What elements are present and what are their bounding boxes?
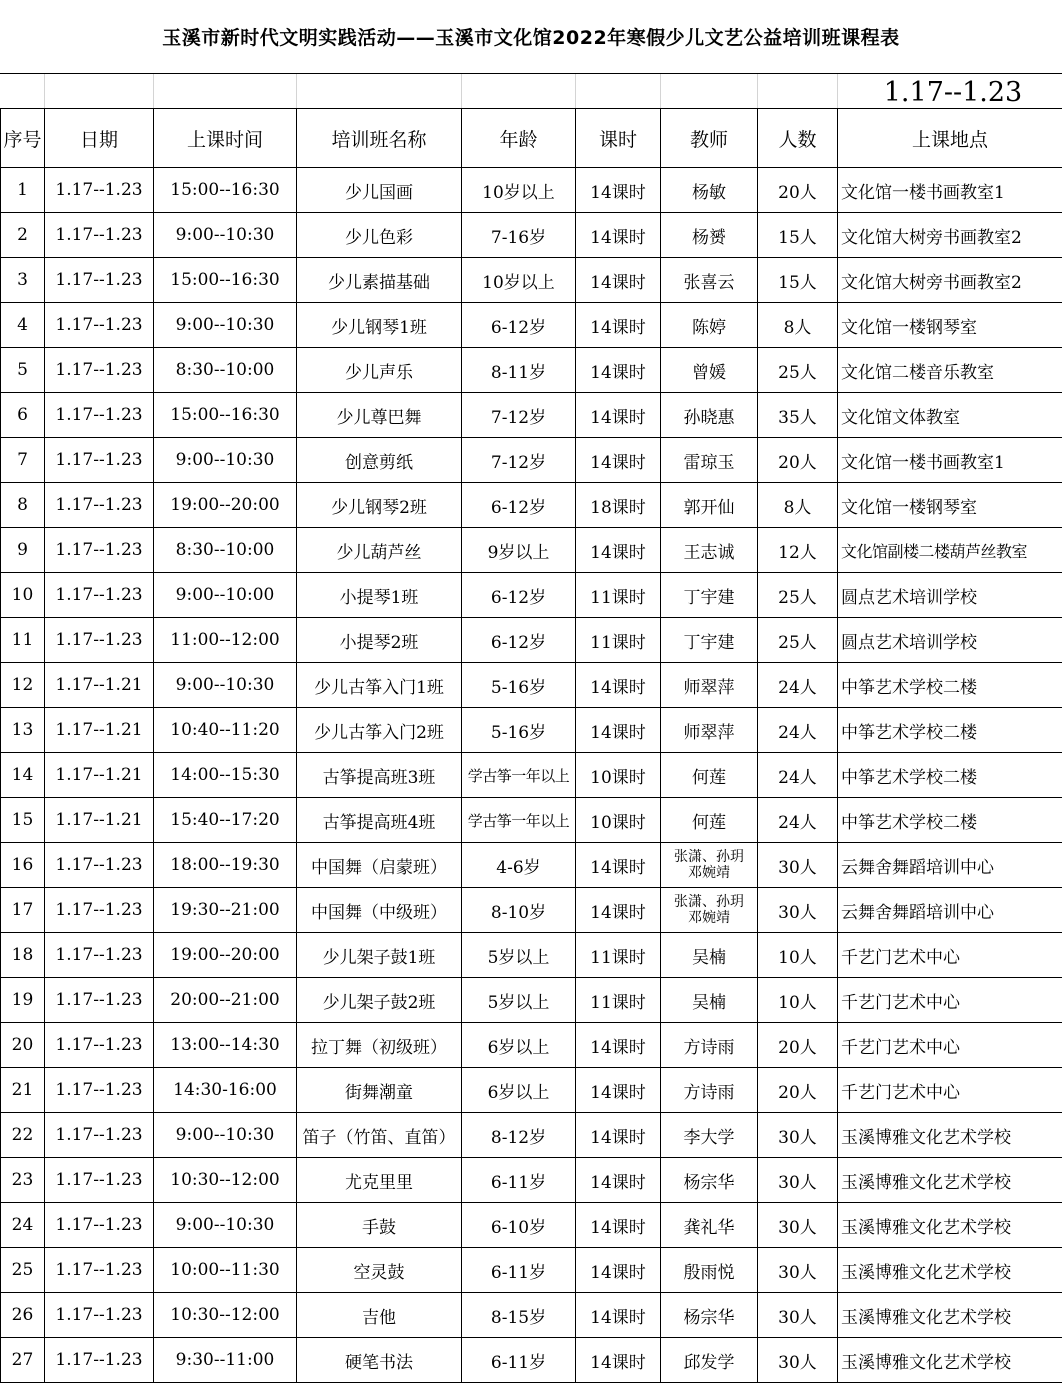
teacher-line: 张潇、孙玥 [661,849,757,865]
cell-hours: 10课时 [576,753,661,798]
cell-teacher: 孙晓惠 [661,393,758,438]
cell-count: 25人 [758,618,838,663]
cell-teacher: 王志诚 [661,528,758,573]
cell-place: 中筝艺术学校二楼 [838,708,1062,753]
cell-hours: 14课时 [576,708,661,753]
cell-hours: 11课时 [576,618,661,663]
cell-teacher: 何莲 [661,798,758,843]
cell-time: 18:00--19:30 [154,843,297,888]
cell-teacher: 何莲 [661,753,758,798]
cell-count: 30人 [758,1158,838,1203]
cell-class: 少儿声乐 [297,348,462,393]
table-row [1,1113,1062,1158]
date-range: 1.17--1.23 [838,74,1062,108]
cell-no: 6 [1,393,45,438]
cell-hours: 14课时 [576,1203,661,1248]
cell-time: 20:00--21:00 [154,978,297,1023]
cell-age: 学古筝一年以上 [462,753,576,798]
cell-hours: 11课时 [576,933,661,978]
cell-age: 7-12岁 [462,393,576,438]
cell-no: 27 [1,1338,45,1383]
cell-no: 2 [1,213,45,258]
cell-class: 少儿钢琴2班 [297,483,462,528]
table-row [1,618,1062,663]
cell-place: 玉溪博雅文化艺术学校 [838,1203,1062,1248]
cell-class: 小提琴1班 [297,573,462,618]
cell-place: 云舞舍舞蹈培训中心 [838,888,1062,933]
cell-no: 5 [1,348,45,393]
cell-date: 1.17--1.23 [45,1203,154,1248]
cell-no: 15 [1,798,45,843]
cell-class: 少儿架子鼓1班 [297,933,462,978]
cell-time: 9:00--10:30 [154,1203,297,1248]
cell-date: 1.17--1.23 [45,483,154,528]
cell-teacher [661,843,758,888]
cell-hours: 14课时 [576,1158,661,1203]
cell-count: 30人 [758,1248,838,1293]
cell-place: 中筝艺术学校二楼 [838,753,1062,798]
cell-hours: 10课时 [576,798,661,843]
cell-class: 尤克里里 [297,1158,462,1203]
cell-no: 22 [1,1113,45,1158]
cell-hours: 14课时 [576,663,661,708]
cell-place: 千艺门艺术中心 [838,933,1062,978]
cell-no: 14 [1,753,45,798]
cell-place: 玉溪博雅文化艺术学校 [838,1158,1062,1203]
cell-hours: 11课时 [576,978,661,1023]
cell-date: 1.17--1.23 [45,978,154,1023]
cell-class: 少儿国画 [297,168,462,213]
cell-no: 23 [1,1158,45,1203]
cell-class: 少儿架子鼓2班 [297,978,462,1023]
cell-place: 文化馆一楼钢琴室 [838,303,1062,348]
cell-count: 20人 [758,438,838,483]
cell-count: 35人 [758,393,838,438]
cell-date: 1.17--1.21 [45,708,154,753]
cell-no: 1 [1,168,45,213]
cell-teacher: 张喜云 [661,258,758,303]
cell-teacher: 李大学 [661,1113,758,1158]
cell-date: 1.17--1.23 [45,933,154,978]
cell-count: 12人 [758,528,838,573]
cell-count: 24人 [758,708,838,753]
cell-count: 30人 [758,1293,838,1338]
cell-teacher: 杨宗华 [661,1293,758,1338]
cell-time: 15:00--16:30 [154,258,297,303]
table-row [1,213,1062,258]
header-date: 日期 [45,109,154,168]
cell-place: 千艺门艺术中心 [838,1068,1062,1113]
cell-count: 25人 [758,573,838,618]
cell-date: 1.17--1.23 [45,1023,154,1068]
cell-place: 玉溪博雅文化艺术学校 [838,1248,1062,1293]
header-teacher: 教师 [661,109,758,168]
cell-time: 15:40--17:20 [154,798,297,843]
header-time: 上课时间 [154,109,297,168]
cell-no: 18 [1,933,45,978]
cell-age: 6-11岁 [462,1158,576,1203]
cell-class: 中国舞（中级班） [297,888,462,933]
cell-age: 10岁以上 [462,258,576,303]
cell-class: 笛子（竹笛、直笛） [297,1113,462,1158]
cell-age: 8-10岁 [462,888,576,933]
cell-date: 1.17--1.23 [45,393,154,438]
table-row [1,573,1062,618]
cell-place: 中筝艺术学校二楼 [838,798,1062,843]
cell-teacher: 殷雨悦 [661,1248,758,1293]
cell-hours: 14课时 [576,258,661,303]
cell-age: 5岁以上 [462,933,576,978]
cell-no: 20 [1,1023,45,1068]
cell-class: 中国舞（启蒙班） [297,843,462,888]
table-row [1,393,1062,438]
cell-class: 空灵鼓 [297,1248,462,1293]
cell-class: 古筝提高班4班 [297,798,462,843]
cell-count: 15人 [758,258,838,303]
cell-teacher: 雷琼玉 [661,438,758,483]
cell-date: 1.17--1.23 [45,888,154,933]
cell-no: 3 [1,258,45,303]
cell-hours: 14课时 [576,393,661,438]
cell-age: 6岁以上 [462,1068,576,1113]
cell-age: 7-16岁 [462,213,576,258]
cell-time: 9:30--11:00 [154,1338,297,1383]
cell-date: 1.17--1.23 [45,843,154,888]
cell-date: 1.17--1.21 [45,663,154,708]
cell-age: 6-12岁 [462,618,576,663]
cell-time: 8:30--10:00 [154,348,297,393]
cell-age: 5-16岁 [462,663,576,708]
cell-time: 9:00--10:30 [154,213,297,258]
cell-time: 13:00--14:30 [154,1023,297,1068]
cell-date: 1.17--1.23 [45,303,154,348]
cell-place: 文化馆大树旁书画教室2 [838,258,1062,303]
cell-class: 少儿素描基础 [297,258,462,303]
cell-age: 6-12岁 [462,573,576,618]
cell-time: 9:00--10:30 [154,438,297,483]
cell-no: 4 [1,303,45,348]
cell-age: 6-12岁 [462,303,576,348]
cell-date: 1.17--1.21 [45,753,154,798]
cell-hours: 14课时 [576,438,661,483]
cell-time: 10:00--11:30 [154,1248,297,1293]
cell-class: 吉他 [297,1293,462,1338]
cell-class: 少儿色彩 [297,213,462,258]
cell-place: 文化馆副楼二楼葫芦丝教室 [838,528,1062,573]
header-hours: 课时 [576,109,661,168]
cell-hours: 14课时 [576,348,661,393]
cell-class: 街舞潮童 [297,1068,462,1113]
cell-hours: 18课时 [576,483,661,528]
cell-time: 11:00--12:00 [154,618,297,663]
cell-place: 文化馆一楼书画教室1 [838,168,1062,213]
cell-date: 1.17--1.23 [45,348,154,393]
cell-teacher: 方诗雨 [661,1023,758,1068]
cell-age: 6-11岁 [462,1248,576,1293]
cell-no: 9 [1,528,45,573]
cell-time: 14:30-16:00 [154,1068,297,1113]
table-row [1,1068,1062,1113]
table-row [1,438,1062,483]
cell-time: 19:30--21:00 [154,888,297,933]
cell-count: 20人 [758,1023,838,1068]
table-row [1,1293,1062,1338]
cell-no: 26 [1,1293,45,1338]
cell-no: 24 [1,1203,45,1248]
cell-hours: 14课时 [576,528,661,573]
cell-date: 1.17--1.23 [45,213,154,258]
table-row [1,753,1062,798]
cell-class: 创意剪纸 [297,438,462,483]
cell-no: 12 [1,663,45,708]
cell-class: 少儿钢琴1班 [297,303,462,348]
cell-time: 15:00--16:30 [154,393,297,438]
cell-class: 少儿葫芦丝 [297,528,462,573]
cell-age: 10岁以上 [462,168,576,213]
cell-date: 1.17--1.23 [45,573,154,618]
cell-age: 5岁以上 [462,978,576,1023]
cell-count: 20人 [758,168,838,213]
cell-hours: 14课时 [576,1023,661,1068]
cell-count: 24人 [758,798,838,843]
cell-no: 13 [1,708,45,753]
table-header-row [1,109,1062,168]
cell-hours: 14课时 [576,1248,661,1293]
cell-teacher: 吴楠 [661,978,758,1023]
cell-age: 学古筝一年以上 [462,798,576,843]
cell-count: 30人 [758,1338,838,1383]
page-title: 玉溪市新时代文明实践活动——玉溪市文化馆2022年寒假少儿文艺公益培训班课程表 [0,0,1062,74]
cell-date: 1.17--1.23 [45,1338,154,1383]
cell-class: 硬笔书法 [297,1338,462,1383]
table-row [1,1338,1062,1383]
cell-time: 10:30--12:00 [154,1158,297,1203]
cell-hours: 14课时 [576,303,661,348]
cell-time: 15:00--16:30 [154,168,297,213]
cell-class: 拉丁舞（初级班） [297,1023,462,1068]
cell-teacher: 杨宗华 [661,1158,758,1203]
table-row [1,978,1062,1023]
table-row [1,483,1062,528]
cell-place: 圆点艺术培训学校 [838,618,1062,663]
table-row [1,258,1062,303]
cell-place: 云舞舍舞蹈培训中心 [838,843,1062,888]
cell-hours: 14课时 [576,1113,661,1158]
table-row [1,1248,1062,1293]
cell-age: 4-6岁 [462,843,576,888]
cell-teacher [661,888,758,933]
cell-place: 中筝艺术学校二楼 [838,663,1062,708]
cell-count: 20人 [758,1068,838,1113]
cell-time: 10:30--12:00 [154,1293,297,1338]
cell-time: 8:30--10:00 [154,528,297,573]
cell-class: 小提琴2班 [297,618,462,663]
table-row [1,1203,1062,1248]
cell-no: 17 [1,888,45,933]
cell-teacher: 吴楠 [661,933,758,978]
schedule-table [0,108,1062,1383]
table-row [1,1158,1062,1203]
teacher-line: 邓婉靖 [661,910,757,926]
cell-time: 9:00--10:30 [154,1113,297,1158]
cell-date: 1.17--1.23 [45,1293,154,1338]
cell-place: 玉溪博雅文化艺术学校 [838,1293,1062,1338]
cell-date: 1.17--1.23 [45,438,154,483]
cell-date: 1.17--1.23 [45,528,154,573]
cell-teacher: 丁宇建 [661,573,758,618]
table-row [1,933,1062,978]
table-row [1,348,1062,393]
cell-teacher: 杨敏 [661,168,758,213]
cell-count: 30人 [758,1113,838,1158]
cell-no: 25 [1,1248,45,1293]
cell-hours: 14课时 [576,1338,661,1383]
teacher-line: 邓婉靖 [661,865,757,881]
cell-teacher: 丁宇建 [661,618,758,663]
cell-place: 文化馆一楼书画教室1 [838,438,1062,483]
cell-age: 6-11岁 [462,1338,576,1383]
cell-class: 手鼓 [297,1203,462,1248]
cell-age: 9岁以上 [462,528,576,573]
cell-place: 千艺门艺术中心 [838,1023,1062,1068]
cell-count: 8人 [758,303,838,348]
cell-count: 10人 [758,933,838,978]
cell-date: 1.17--1.21 [45,798,154,843]
cell-place: 千艺门艺术中心 [838,978,1062,1023]
cell-age: 8-11岁 [462,348,576,393]
header-count: 人数 [758,109,838,168]
cell-date: 1.17--1.23 [45,258,154,303]
cell-no: 21 [1,1068,45,1113]
cell-no: 10 [1,573,45,618]
table-row [1,888,1062,933]
cell-count: 8人 [758,483,838,528]
cell-age: 6-10岁 [462,1203,576,1248]
table-row [1,528,1062,573]
table-row [1,798,1062,843]
header-place: 上课地点 [838,109,1062,168]
cell-count: 15人 [758,213,838,258]
cell-no: 19 [1,978,45,1023]
cell-no: 16 [1,843,45,888]
cell-date: 1.17--1.23 [45,1113,154,1158]
cell-hours: 14课时 [576,843,661,888]
cell-teacher: 陈婷 [661,303,758,348]
header-class: 培训班名称 [297,109,462,168]
table-row [1,168,1062,213]
cell-place: 圆点艺术培训学校 [838,573,1062,618]
cell-hours: 14课时 [576,1293,661,1338]
cell-age: 8-15岁 [462,1293,576,1338]
teacher-line: 张潇、孙玥 [661,894,757,910]
cell-hours: 11课时 [576,573,661,618]
cell-hours: 14课时 [576,168,661,213]
cell-date: 1.17--1.23 [45,1068,154,1113]
cell-age: 6岁以上 [462,1023,576,1068]
cell-age: 6-12岁 [462,483,576,528]
cell-age: 8-12岁 [462,1113,576,1158]
cell-teacher: 曾媛 [661,348,758,393]
cell-age: 7-12岁 [462,438,576,483]
cell-hours: 14课时 [576,888,661,933]
cell-teacher: 杨赟 [661,213,758,258]
cell-count: 24人 [758,663,838,708]
cell-count: 25人 [758,348,838,393]
cell-date: 1.17--1.23 [45,1158,154,1203]
table-row [1,1023,1062,1068]
cell-count: 30人 [758,843,838,888]
cell-teacher: 师翠萍 [661,663,758,708]
cell-class: 古筝提高班3班 [297,753,462,798]
cell-time: 9:00--10:00 [154,573,297,618]
table-row [1,663,1062,708]
cell-place: 文化馆大树旁书画教室2 [838,213,1062,258]
cell-place: 玉溪博雅文化艺术学校 [838,1113,1062,1158]
cell-hours: 14课时 [576,1068,661,1113]
cell-time: 9:00--10:30 [154,663,297,708]
cell-count: 30人 [758,888,838,933]
cell-time: 10:40--11:20 [154,708,297,753]
cell-no: 11 [1,618,45,663]
cell-count: 24人 [758,753,838,798]
cell-no: 8 [1,483,45,528]
header-age: 年龄 [462,109,576,168]
cell-time: 19:00--20:00 [154,933,297,978]
header-no: 序号 [1,109,45,168]
cell-date: 1.17--1.23 [45,618,154,663]
cell-place: 文化馆一楼钢琴室 [838,483,1062,528]
cell-count: 30人 [758,1203,838,1248]
cell-no: 7 [1,438,45,483]
cell-teacher: 郭开仙 [661,483,758,528]
cell-class: 少儿古筝入门2班 [297,708,462,753]
cell-class: 少儿尊巴舞 [297,393,462,438]
cell-count: 10人 [758,978,838,1023]
table-row [1,708,1062,753]
cell-teacher: 师翠萍 [661,708,758,753]
cell-age: 5-16岁 [462,708,576,753]
cell-teacher: 方诗雨 [661,1068,758,1113]
table-row [1,843,1062,888]
cell-class: 少儿古筝入门1班 [297,663,462,708]
cell-hours: 14课时 [576,213,661,258]
cell-time: 9:00--10:30 [154,303,297,348]
date-range-row [0,74,1062,108]
cell-place: 文化馆二楼音乐教室 [838,348,1062,393]
cell-place: 文化馆文体教室 [838,393,1062,438]
table-row [1,303,1062,348]
cell-date: 1.17--1.23 [45,168,154,213]
cell-teacher: 邱发学 [661,1338,758,1383]
cell-teacher: 龚礼华 [661,1203,758,1248]
cell-time: 19:00--20:00 [154,483,297,528]
cell-date: 1.17--1.23 [45,1248,154,1293]
cell-place: 玉溪博雅文化艺术学校 [838,1338,1062,1383]
cell-time: 14:00--15:30 [154,753,297,798]
